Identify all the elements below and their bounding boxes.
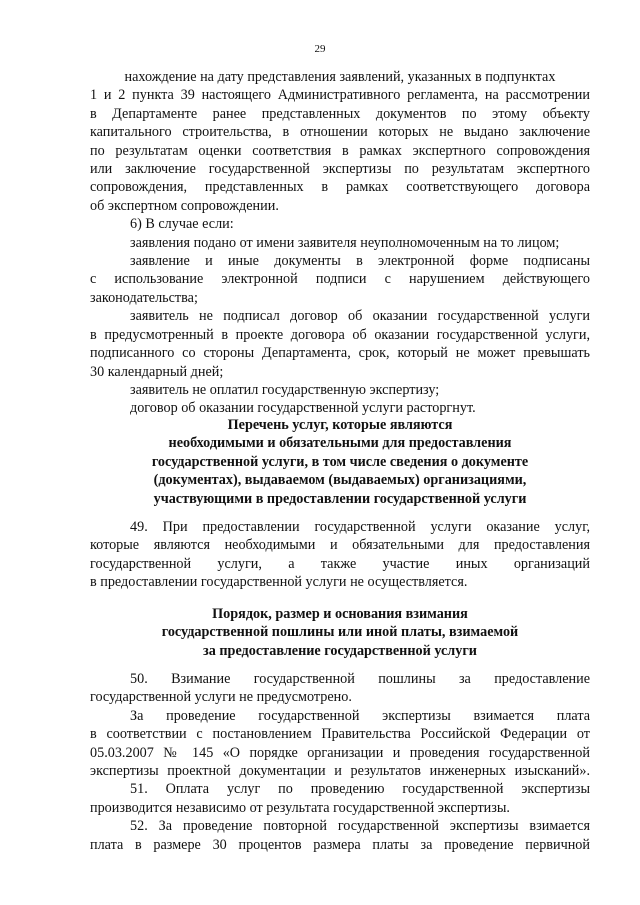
text-line: заявитель не подписал договор об оказании государственной услуги xyxy=(130,308,590,325)
section-heading-related-services xyxy=(90,416,590,508)
paragraph-block-grounds-for-refusal xyxy=(90,68,590,418)
text-line: 05.03.2007 № 145 «О порядке организации и проведения государственной xyxy=(90,744,590,761)
paragraph-block-items-50-52 xyxy=(90,670,590,854)
heading-line: необходимыми и обязательными для предоставления xyxy=(168,435,512,452)
page-number: 29 xyxy=(314,43,326,55)
heading-line: государственной пошлины или иной платы, взимаемой xyxy=(161,624,519,641)
text-line: экспертизы проектной документации и результатов инженерных изысканий». xyxy=(90,763,590,780)
text-line: которые являются необходимыми и обязательными для предоставления xyxy=(90,537,590,554)
text-line: государственной услуги, а также участие иных организаций xyxy=(90,555,590,572)
heading-line: участвующими в предоставлении государственной услуги xyxy=(153,490,527,507)
text-line: 52. За проведение повторной государственной экспертизы взимается xyxy=(130,818,590,835)
text-line: 50. Взимание государственной пошлины за предоставление xyxy=(130,671,590,687)
text-line: 51. Оплата услуг по проведению государственной экспертизы xyxy=(130,781,590,798)
text-line: За проведение государственной экспертизы взимается плата xyxy=(130,707,590,724)
text-line: 1 и 2 пункта 39 настоящего Административного регламента, на рассмотрении xyxy=(90,87,590,104)
heading-line: государственной услуги, в том числе сведения о документе xyxy=(151,453,529,470)
text-line: производится независимо от результата государственной экспертизы. xyxy=(90,799,510,816)
text-line: государственной услуги не предусмотрено. xyxy=(90,689,352,706)
text-line: по результатам оценки соответствия в рамках экспертного сопровождения xyxy=(90,142,590,159)
text-line: законодательства; xyxy=(90,289,198,306)
text-line: 30 календарный дней; xyxy=(90,363,224,380)
heading-line: за предоставление государственной услуги xyxy=(203,642,477,659)
text-line: или заключение государственной экспертизы по результатам экспертного xyxy=(90,161,590,178)
text-line: 49. При предоставлении государственной услуги оказание услуг, xyxy=(130,519,590,535)
text-line: заявления подано от имени заявителя неуполномоченным на то лицом; xyxy=(130,234,560,251)
section-heading-fees xyxy=(90,605,590,660)
text-line: заявитель не оплатил государственную экспертизу; xyxy=(130,381,440,398)
text-line: нахождение на дату представления заявлений, указанных в подпунктах xyxy=(124,69,556,85)
text-line: об экспертном сопровождении. xyxy=(90,197,279,214)
text-line: 6) В случае если: xyxy=(130,216,234,233)
heading-line: (документах), выдаваемом (выдаваемых) организациями, xyxy=(153,472,527,489)
text-line: в соответствии с постановлением Правительства Российской Федерации от xyxy=(90,726,590,743)
text-line: капитального строительства, в отношении которых не выдано заключение xyxy=(90,124,590,141)
text-line: заявление и иные документы в электронной форме подписаны xyxy=(130,253,590,270)
text-line: подписанного со стороны Департамента, срок, который не может превышать xyxy=(90,345,590,362)
text-line: сопровождения, представленных в рамках соответствующего договора xyxy=(90,179,590,196)
text-line: плата в размере 30 процентов размера платы за проведение первичной xyxy=(90,836,590,853)
heading-line: Перечень услуг, которые являются xyxy=(227,417,453,433)
text-line: в Департаменте ранее представленных документов по этому объекту xyxy=(90,105,590,122)
text-line: в предусмотренный в проекте договора об оказании государственной услуги, xyxy=(90,326,590,343)
paragraph-block-item-49 xyxy=(90,518,590,592)
text-line: в предоставлении государственной услуги не осуществляется. xyxy=(90,574,468,591)
text-line: с использование электронной подписи с нарушением действующего xyxy=(90,271,590,288)
text-line: договор об оказании государственной услуги расторгнут. xyxy=(130,400,476,417)
heading-line: Порядок, размер и основания взимания xyxy=(212,606,468,622)
